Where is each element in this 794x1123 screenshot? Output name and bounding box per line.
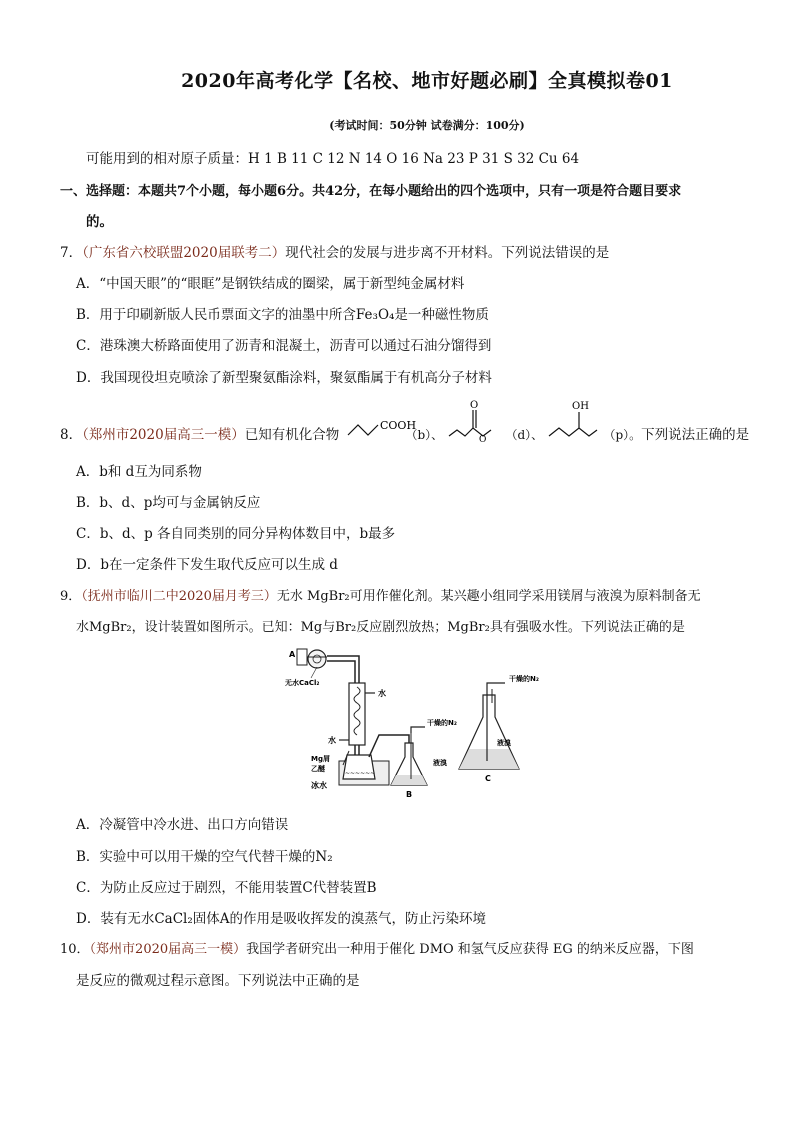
question-text: 现代社会的发展与进步离不开材料。下列说法错误的是 (285, 245, 610, 261)
question-text-2: 下列说法正确的是 (641, 426, 750, 443)
q7-option-c: C．港珠澳大桥路面使用了沥青和混凝土，沥青可以通过石油分馏得到 (76, 338, 492, 354)
dry-n2-b-label: 干燥的N₂ (427, 719, 457, 727)
section-heading: 一、选择题：本题共7个小题，每小题6分。共42分，在每小题给出的四个选项中，只有一项是符合题目要求 (60, 184, 682, 199)
q9-option-b: B．实验中可以用干燥的空气代替干燥的N₂ (76, 849, 333, 865)
question-number: 10． (60, 942, 90, 957)
q9-option-a: A．冷凝管中冷水进、出口方向错误 (76, 817, 289, 833)
molecule-p-structure (547, 398, 603, 444)
question-8-stem (60, 398, 749, 448)
water-outlet-label: 水 (378, 689, 386, 698)
apparatus-diagram (283, 643, 548, 803)
question-source: （广东省六校联盟2020届联考二） (82, 245, 286, 261)
cacl2-label: 无水CaCl₂ (285, 679, 320, 687)
svg-text:~~~~~~: ~~~~~~ (345, 770, 376, 777)
liquid-br-c-label: 液溴 (497, 739, 511, 747)
question-text: 无水 MgBr₂可用作催化剂。某兴趣小组同学采用镁屑与液溴为原料制备无 (276, 589, 701, 604)
question-source: （抚州市临川二中2020届月考三） (81, 589, 277, 604)
q9-option-c: C．为防止反应过于剧烈，不能用装置C代替装置B (76, 880, 377, 896)
question-number: 8． (60, 426, 83, 443)
q8-option-b: B．b、d、p均可与金属钠反应 (76, 495, 261, 511)
question-number: 7． (60, 245, 83, 261)
q7-option-a: A．“中国天眼”的“眼眶”是钢铁结成的圈梁，属于新型纯金属材料 (76, 276, 465, 292)
q8-option-c: C．b、d、p 各自同类别的同分异构体数目中，b最多 (76, 526, 396, 542)
section-heading-cont: 的。 (86, 214, 113, 230)
question-source: （郑州市2020届高三一模） (82, 426, 245, 443)
exam-info: (考试时间：50分钟 试卷满分：100分) (329, 119, 525, 132)
svg-text:O: O (470, 400, 479, 411)
q7-option-d: D．我国现役坦克喷涂了新型聚氨酯涂料，聚氨酯属于有机高分子材料 (76, 370, 492, 386)
question-number: 9． (60, 589, 82, 604)
q8-option-a: A．b和 d互为同系物 (76, 464, 202, 480)
ice-water-label: 冰水 (311, 781, 327, 790)
dry-n2-c-label: 干燥的N₂ (509, 675, 539, 683)
question-text: 我国学者研究出一种用于催化 DMO 和氢气反应获得 EG 的纳米反应器，下图 (246, 942, 694, 957)
question-9-stem (60, 585, 701, 604)
question-10-stem (60, 938, 694, 957)
ether-label: 乙醚 (311, 765, 325, 773)
q9-option-d: D．装有无水CaCl₂固体A的作用是吸收挥发的溴蒸气，防止污染环境 (76, 911, 487, 927)
molecule-b-structure (344, 401, 416, 441)
page-title: 2020年高考化学【名校、地市好题必刷】全真模拟卷01 (181, 70, 673, 92)
atomic-masses: 可能用到的相对原子质量：H 1 B 11 C 12 N 14 O 16 Na 23 P 31 S 32 Cu 64 (86, 151, 580, 167)
label-b: （b）、 (405, 427, 444, 442)
q7-option-b: B．用于印刷新版人民币票面文字的油墨中所含Fe₃O₄是一种磁性物质 (76, 307, 489, 323)
label-b-flask: B (406, 790, 413, 799)
label-c-flask: C (485, 774, 491, 783)
question-9-stem-cont: 水MgBr₂，设计装置如图所示。已知：Mg与Br₂反应剧烈放热；MgBr₂具有强吸水性。下列说法正确的是 (76, 620, 685, 635)
cooh-label: COOH (379, 419, 416, 432)
mg-label: Mg屑 (311, 755, 330, 763)
liquid-br-b-label: 液溴 (433, 759, 447, 767)
question-7-stem (60, 241, 609, 261)
question-source: （郑州市2020届高三一模） (89, 942, 247, 957)
label-p: （p）。 (603, 427, 642, 442)
question-10-stem-cont: 是反应的微观过程示意图。下列说法中正确的是 (76, 973, 360, 989)
q8-option-d: D．b在一定条件下发生取代反应可以生成 d (76, 557, 338, 573)
label-a: A (289, 650, 296, 659)
molecule-d-structure (447, 398, 505, 444)
label-d: （d）、 (505, 427, 544, 442)
water-inlet-label: 水 (328, 736, 336, 745)
svg-text:O: O (479, 435, 487, 445)
question-text: 已知有机化合物 (244, 426, 340, 443)
oh-label: OH (572, 401, 590, 412)
